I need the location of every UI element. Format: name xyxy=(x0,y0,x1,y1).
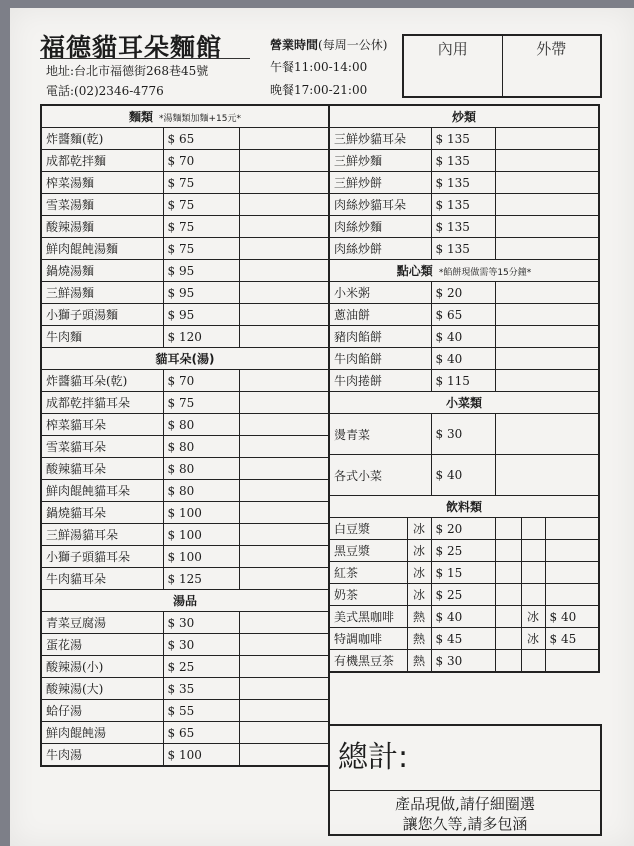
section-header-soups xyxy=(41,590,329,612)
shop-name: 福德貓耳朵麵館 xyxy=(40,33,223,62)
item-name: 牛肉麵 xyxy=(41,326,163,348)
menu-sheet xyxy=(10,8,634,846)
item-name: 鮮肉餛飩湯麵 xyxy=(41,238,163,260)
hours-title: 營業時間 xyxy=(270,38,319,52)
quantity-cell[interactable] xyxy=(495,606,521,628)
item-name: 青菜豆腐湯 xyxy=(41,612,163,634)
notice-line-2: 讓您久等,請多包涵 xyxy=(402,815,528,833)
item-price: $ 135 xyxy=(431,238,495,260)
section-note: *湯麵類加麵+15元* xyxy=(159,114,241,124)
quantity-cell[interactable] xyxy=(239,392,329,414)
menu-item-row[interactable] xyxy=(41,238,329,260)
section-header-snacks xyxy=(329,260,599,282)
quantity-cell[interactable] xyxy=(239,546,329,568)
item-price: $ 55 xyxy=(163,700,239,722)
item-price: $ 75 xyxy=(163,392,239,414)
item-temperature: 熱 xyxy=(407,628,431,650)
menu-item-row[interactable] xyxy=(41,612,329,634)
item-name: 蔥油餅 xyxy=(329,304,431,326)
item-name: 三鮮炒貓耳朵 xyxy=(329,128,431,150)
menu-item-row[interactable] xyxy=(329,128,599,150)
item-price: $ 95 xyxy=(163,304,239,326)
menu-item-row[interactable] xyxy=(329,172,599,194)
item-name: 肉絲炒麵 xyxy=(329,216,431,238)
quantity-cell[interactable] xyxy=(495,216,599,238)
item-name: 成都乾拌麵 xyxy=(41,150,163,172)
quantity-cell[interactable] xyxy=(239,260,329,282)
item-price: $ 100 xyxy=(163,744,239,767)
section-note: *餡餅現做需等15分鐘* xyxy=(438,268,532,278)
item-temperature-alt: 冰 xyxy=(521,606,545,628)
item-name: 黑豆漿 xyxy=(329,540,407,562)
item-price: $ 80 xyxy=(163,458,239,480)
hours-note: (每周一公休) xyxy=(318,38,388,52)
quantity-cell[interactable] xyxy=(239,480,329,502)
item-price-alt xyxy=(545,540,599,562)
left-menu-table xyxy=(40,104,330,767)
quantity-cell[interactable] xyxy=(239,524,329,546)
menu-item-row[interactable] xyxy=(41,304,329,326)
item-name: 牛肉捲餅 xyxy=(329,370,431,392)
item-temperature: 冰 xyxy=(407,540,431,562)
item-price: $ 65 xyxy=(163,128,239,150)
item-price: $ 70 xyxy=(163,370,239,392)
item-name: 白豆漿 xyxy=(329,518,407,540)
item-name: 酸辣湯(小) xyxy=(41,656,163,678)
item-name: 三鮮炒餅 xyxy=(329,172,431,194)
item-price: $ 135 xyxy=(431,216,495,238)
quantity-cell[interactable] xyxy=(495,150,599,172)
menu-item-row[interactable] xyxy=(41,502,329,524)
item-temperature-alt xyxy=(521,584,545,606)
quantity-cell[interactable] xyxy=(239,568,329,590)
item-temperature: 熱 xyxy=(407,650,431,673)
quantity-cell[interactable] xyxy=(495,628,521,650)
item-price: $ 30 xyxy=(163,612,239,634)
section-header-drinks xyxy=(329,496,599,518)
menu-item-row[interactable] xyxy=(329,304,599,326)
item-price-alt: $ 45 xyxy=(545,628,599,650)
menu-item-row[interactable] xyxy=(329,238,599,260)
section-title: 小菜類 xyxy=(329,392,599,414)
quantity-cell[interactable] xyxy=(239,304,329,326)
item-price: $ 75 xyxy=(163,194,239,216)
item-name: 三鮮湯麵 xyxy=(41,282,163,304)
quantity-cell[interactable] xyxy=(239,656,329,678)
menu-item-row[interactable] xyxy=(329,540,599,562)
menu-item-row[interactable] xyxy=(329,282,599,304)
item-price: $ 95 xyxy=(163,260,239,282)
item-price-alt xyxy=(545,650,599,673)
item-name: 蛋花湯 xyxy=(41,634,163,656)
menu-item-row[interactable] xyxy=(41,150,329,172)
menu-item-row[interactable] xyxy=(41,678,329,700)
item-price: $ 45 xyxy=(431,628,495,650)
menu-item-row[interactable] xyxy=(329,584,599,606)
quantity-cell[interactable] xyxy=(239,612,329,634)
total-divider xyxy=(330,790,600,791)
item-temperature-alt xyxy=(521,562,545,584)
notice-line-1: 產品現做,請仔細圈選 xyxy=(395,795,535,813)
section-title: 麵類 *湯麵類加麵+15元* xyxy=(41,105,329,128)
item-price: $ 25 xyxy=(163,656,239,678)
section-title: 貓耳朵(湯) xyxy=(41,348,329,370)
menu-item-row[interactable] xyxy=(329,414,599,455)
quantity-cell[interactable] xyxy=(495,128,599,150)
menu-item-row[interactable] xyxy=(329,370,599,392)
quantity-cell[interactable] xyxy=(239,194,329,216)
item-name: 蛤仔湯 xyxy=(41,700,163,722)
item-name: 美式黑咖啡 xyxy=(329,606,407,628)
item-price: $ 75 xyxy=(163,172,239,194)
item-price-alt xyxy=(545,562,599,584)
item-name: 酸辣貓耳朵 xyxy=(41,458,163,480)
quantity-cell[interactable] xyxy=(495,348,599,370)
menu-item-row[interactable] xyxy=(329,455,599,496)
item-name: 肉絲炒餅 xyxy=(329,238,431,260)
item-price: $ 65 xyxy=(163,722,239,744)
quantity-cell[interactable] xyxy=(239,458,329,480)
item-price: $ 40 xyxy=(431,348,495,370)
item-name: 牛肉餡餅 xyxy=(329,348,431,370)
item-price: $ 135 xyxy=(431,150,495,172)
section-header-sides xyxy=(329,392,599,414)
quantity-cell[interactable] xyxy=(495,414,599,455)
menu-item-row[interactable] xyxy=(41,524,329,546)
section-title: 湯品 xyxy=(41,590,329,612)
menu-item-row[interactable] xyxy=(41,414,329,436)
phone: 電話:(02)2346-4776 xyxy=(46,84,164,98)
menu-item-row[interactable] xyxy=(41,568,329,590)
item-name: 牛肉貓耳朵 xyxy=(41,568,163,590)
item-temperature: 冰 xyxy=(407,562,431,584)
item-temperature: 冰 xyxy=(407,518,431,540)
address: 地址:台北市福德街268巷45號 xyxy=(46,64,209,78)
menu-item-row[interactable] xyxy=(41,282,329,304)
menu-item-row[interactable] xyxy=(329,606,599,628)
quantity-cell[interactable] xyxy=(495,650,521,673)
item-price: $ 30 xyxy=(163,634,239,656)
item-price: $ 35 xyxy=(163,678,239,700)
item-name: 榨菜湯麵 xyxy=(41,172,163,194)
item-name: 小獅子頭貓耳朵 xyxy=(41,546,163,568)
quantity-cell[interactable] xyxy=(239,678,329,700)
quantity-cell[interactable] xyxy=(239,502,329,524)
menu-item-row[interactable] xyxy=(41,744,329,767)
quantity-cell[interactable] xyxy=(239,128,329,150)
item-name: 特調咖啡 xyxy=(329,628,407,650)
item-name: 豬肉餡餅 xyxy=(329,326,431,348)
lunch-hours: 午餐11:00-14:00 xyxy=(270,60,368,74)
item-price: $ 135 xyxy=(431,172,495,194)
menu-item-row[interactable] xyxy=(41,260,329,282)
item-price: $ 135 xyxy=(431,128,495,150)
quantity-cell[interactable] xyxy=(495,194,599,216)
quantity-cell[interactable] xyxy=(239,700,329,722)
quantity-cell[interactable] xyxy=(239,744,329,767)
item-name: 鍋燒貓耳朵 xyxy=(41,502,163,524)
item-name: 雪菜湯麵 xyxy=(41,194,163,216)
total-box xyxy=(328,724,602,836)
item-price: $ 30 xyxy=(431,650,495,673)
takeout-option[interactable]: 外帶 xyxy=(502,36,601,96)
section-header-fried xyxy=(329,105,599,128)
menu-item-row[interactable] xyxy=(41,326,329,348)
dinner-hours: 晚餐17:00-21:00 xyxy=(270,83,368,97)
item-name: 紅茶 xyxy=(329,562,407,584)
item-name: 小獅子頭湯麵 xyxy=(41,304,163,326)
item-temperature-alt xyxy=(521,518,545,540)
menu-item-row[interactable] xyxy=(41,436,329,458)
item-name: 炸醬麵(乾) xyxy=(41,128,163,150)
item-price: $ 20 xyxy=(431,518,495,540)
item-price: $ 20 xyxy=(431,282,495,304)
item-price: $ 25 xyxy=(431,540,495,562)
quantity-cell[interactable] xyxy=(495,326,599,348)
quantity-cell[interactable] xyxy=(239,238,329,260)
menu-item-row[interactable] xyxy=(41,370,329,392)
menu-item-row[interactable] xyxy=(329,194,599,216)
menu-item-row[interactable] xyxy=(41,722,329,744)
section-header-maoerduo xyxy=(41,348,329,370)
quantity-cell[interactable] xyxy=(239,326,329,348)
item-name: 酸辣湯(大) xyxy=(41,678,163,700)
item-name: 炸醬貓耳朵(乾) xyxy=(41,370,163,392)
menu-item-row[interactable] xyxy=(41,216,329,238)
item-name: 鍋燒湯麵 xyxy=(41,260,163,282)
section-header-noodles xyxy=(41,105,329,128)
item-price: $ 135 xyxy=(431,194,495,216)
item-price: $ 125 xyxy=(163,568,239,590)
item-name: 雪菜貓耳朵 xyxy=(41,436,163,458)
item-temperature-alt: 冰 xyxy=(521,628,545,650)
quantity-cell[interactable] xyxy=(495,518,521,540)
item-name: 鮮肉餛飩貓耳朵 xyxy=(41,480,163,502)
item-price: $ 40 xyxy=(431,455,495,496)
quantity-cell[interactable] xyxy=(495,562,521,584)
total-label: 總計: xyxy=(338,740,409,775)
item-name: 小米粥 xyxy=(329,282,431,304)
item-price: $ 80 xyxy=(163,480,239,502)
section-title: 炒類 xyxy=(329,105,599,128)
menu-item-row[interactable] xyxy=(41,656,329,678)
item-price-alt: $ 40 xyxy=(545,606,599,628)
order-type-box[interactable] xyxy=(402,34,602,98)
quantity-cell[interactable] xyxy=(495,584,521,606)
quantity-cell[interactable] xyxy=(239,150,329,172)
item-name: 鮮肉餛飩湯 xyxy=(41,722,163,744)
menu-item-row[interactable] xyxy=(329,562,599,584)
menu-item-row[interactable] xyxy=(329,628,599,650)
item-name: 燙青菜 xyxy=(329,414,431,455)
quantity-cell[interactable] xyxy=(239,634,329,656)
item-price: $ 100 xyxy=(163,524,239,546)
quantity-cell[interactable] xyxy=(239,282,329,304)
menu-item-row[interactable] xyxy=(41,700,329,722)
quantity-cell[interactable] xyxy=(495,304,599,326)
item-price: $ 80 xyxy=(163,414,239,436)
quantity-cell[interactable] xyxy=(495,238,599,260)
item-price: $ 80 xyxy=(163,436,239,458)
quantity-cell[interactable] xyxy=(239,216,329,238)
item-price: $ 75 xyxy=(163,238,239,260)
item-name: 酸辣湯麵 xyxy=(41,216,163,238)
item-temperature: 冰 xyxy=(407,584,431,606)
quantity-cell[interactable] xyxy=(239,436,329,458)
item-name: 各式小菜 xyxy=(329,455,431,496)
menu-item-row[interactable] xyxy=(41,480,329,502)
item-price: $ 15 xyxy=(431,562,495,584)
item-temperature-alt xyxy=(521,650,545,673)
right-menu-table xyxy=(328,104,600,673)
item-price: $ 75 xyxy=(163,216,239,238)
quantity-cell[interactable] xyxy=(239,414,329,436)
menu-item-row[interactable] xyxy=(41,128,329,150)
item-price-alt xyxy=(545,584,599,606)
item-price: $ 40 xyxy=(431,326,495,348)
item-price: $ 40 xyxy=(431,606,495,628)
quantity-cell[interactable] xyxy=(495,370,599,392)
quantity-cell[interactable] xyxy=(495,540,521,562)
quantity-cell[interactable] xyxy=(239,370,329,392)
item-temperature-alt xyxy=(521,540,545,562)
menu-item-row[interactable] xyxy=(41,392,329,414)
item-price: $ 95 xyxy=(163,282,239,304)
hours-line xyxy=(270,36,387,53)
item-name: 有機黑豆茶 xyxy=(329,650,407,673)
menu-item-row[interactable] xyxy=(329,326,599,348)
dine-in-option[interactable]: 內用 xyxy=(437,40,468,58)
item-name: 奶茶 xyxy=(329,584,407,606)
item-price: $ 30 xyxy=(431,414,495,455)
item-price: $ 120 xyxy=(163,326,239,348)
item-name: 牛肉湯 xyxy=(41,744,163,767)
item-price: $ 25 xyxy=(431,584,495,606)
menu-item-row[interactable] xyxy=(41,458,329,480)
item-name: 三鮮炒麵 xyxy=(329,150,431,172)
item-name: 榨菜貓耳朵 xyxy=(41,414,163,436)
menu-item-row[interactable] xyxy=(41,634,329,656)
item-price: $ 115 xyxy=(431,370,495,392)
item-price: $ 100 xyxy=(163,546,239,568)
menu-item-row[interactable] xyxy=(41,194,329,216)
item-price-alt xyxy=(545,518,599,540)
item-temperature: 熱 xyxy=(407,606,431,628)
title-underline xyxy=(40,58,250,59)
menu-item-row[interactable] xyxy=(41,172,329,194)
menu-item-row[interactable] xyxy=(329,348,599,370)
item-name: 肉絲炒貓耳朵 xyxy=(329,194,431,216)
quantity-cell[interactable] xyxy=(239,722,329,744)
menu-item-row[interactable] xyxy=(329,150,599,172)
menu-item-row[interactable] xyxy=(329,650,599,673)
menu-item-row[interactable] xyxy=(41,546,329,568)
item-price: $ 70 xyxy=(163,150,239,172)
section-title: 飲料類 xyxy=(329,496,599,518)
item-name: 三鮮湯貓耳朵 xyxy=(41,524,163,546)
section-title: 點心類 *餡餅現做需等15分鐘* xyxy=(329,260,599,282)
menu-item-row[interactable] xyxy=(329,216,599,238)
quantity-cell[interactable] xyxy=(495,282,599,304)
item-price: $ 65 xyxy=(431,304,495,326)
item-price: $ 100 xyxy=(163,502,239,524)
quantity-cell[interactable] xyxy=(495,172,599,194)
quantity-cell[interactable] xyxy=(495,455,599,496)
menu-item-row[interactable] xyxy=(329,518,599,540)
quantity-cell[interactable] xyxy=(239,172,329,194)
item-name: 成都乾拌貓耳朵 xyxy=(41,392,163,414)
